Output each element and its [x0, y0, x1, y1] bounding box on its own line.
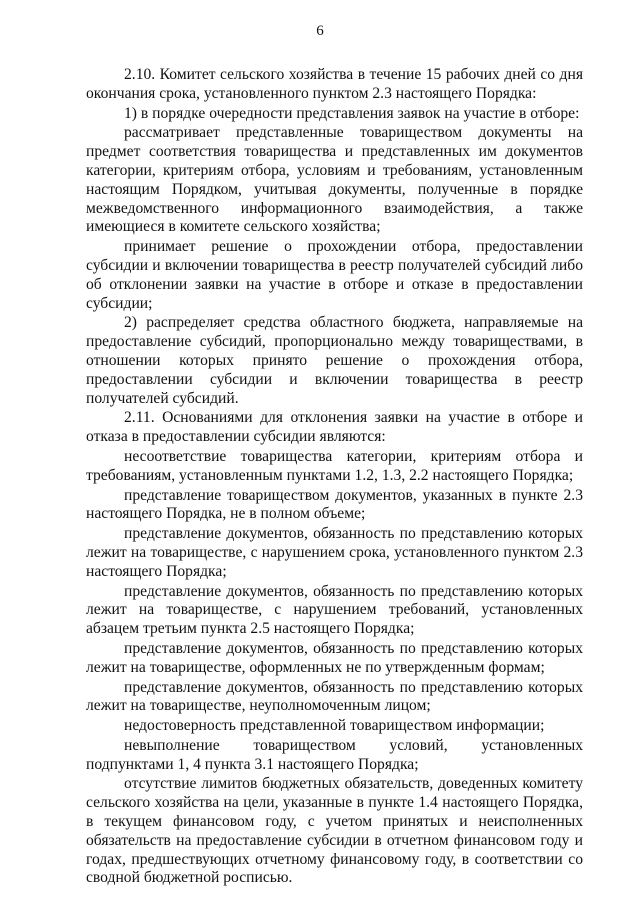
paragraph-ground-false-info: недостоверность представленной товариществом информации;	[124, 717, 545, 735]
paragraph-item-1: 1) в порядке очередности представления заявок на участие в отборе:	[124, 104, 580, 122]
paragraph-ground-unauthorized: представление документов, обязанность по представлению которых лежит на товариществе, неуполномоченным лицом;	[86, 678, 583, 715]
page-number: 6	[316, 23, 324, 39]
paragraph-2-11-intro: 2.11. Основаниями для отклонения заявки на участие в отборе и отказа в предоставлении субсидии являются:	[86, 409, 583, 446]
paragraph-review-documents: рассматривает представленные товариществом документы на предмет соответствия товарищества и представленных им документов категории, критериям отбора, условиям и требованиям, установленным настоящим Порядком, учитывая документы, полученные в порядке межведомственного информационного взаимодействия, а также имеющиеся в комитете сельского хозяйства;	[86, 124, 583, 236]
paragraph-ground-forms: представление документов, обязанность по представлению которых лежит на товариществе, оформленных не по утвержденным формам;	[86, 639, 583, 676]
paragraph-ground-requirements: представление документов, обязанность по представлению которых лежит на товариществе, с нарушением требований, установленных абзацем третьим пункта 2.5 настоящего Порядка;	[86, 582, 583, 638]
paragraph-2-10-intro: 2.10. Комитет сельского хозяйства в течение 15 рабочих дней со дня окончания срока, установленного пунктом 2.3 настоящего Порядка:	[86, 66, 583, 102]
paragraph-ground-category: несоответствие товарищества категории, критериям отбора и требованиям, установленным пунктами 1.2, 1.3, 2.2 настоящего Порядка;	[86, 447, 583, 484]
paragraph-ground-conditions: невыполнение товариществом условий, установленных подпунктами 1, 4 пункта 3.1 настоящего Порядка;	[86, 736, 583, 773]
paragraph-ground-incomplete: представление товариществом документов, указанных в пункте 2.3 настоящего Порядка, не в полном объеме;	[86, 486, 583, 523]
paragraph-item-2: 2) распределяет средства областного бюджета, направляемые на предоставление субсидий, пропорционально между товариществами, в отношении которых принято решение о прохождения отбора, предоставлении субсидии и включении товарищества в реестр получателей субсидий.	[86, 314, 583, 407]
document-body	[86, 66, 583, 889]
paragraph-decision: принимает решение о прохождении отбора, предоставлении субсидии и включении товарищества в реестр получателей субсидий либо об отклонении заявки на участие в отборе и отказе в предоставлении субсидии;	[86, 238, 583, 312]
paragraph-ground-late: представление документов, обязанность по представлению которых лежит на товариществе, с нарушением срока, установленного пунктом 2.3 настоящего Порядка;	[86, 525, 583, 580]
paragraph-ground-limits: отсутствие лимитов бюджетных обязательств, доведенных комитету сельского хозяйства на цели, указанные в пункте 1.4 настоящего Порядка, в текущем финансовом году, с учетом принятых и неисполненных обязательств на предоставление субсидии в отчетном финансовом году и годах, предшествующих отчетному финансовому году, в соответствии со сводной бюджетной росписью.	[86, 775, 583, 887]
